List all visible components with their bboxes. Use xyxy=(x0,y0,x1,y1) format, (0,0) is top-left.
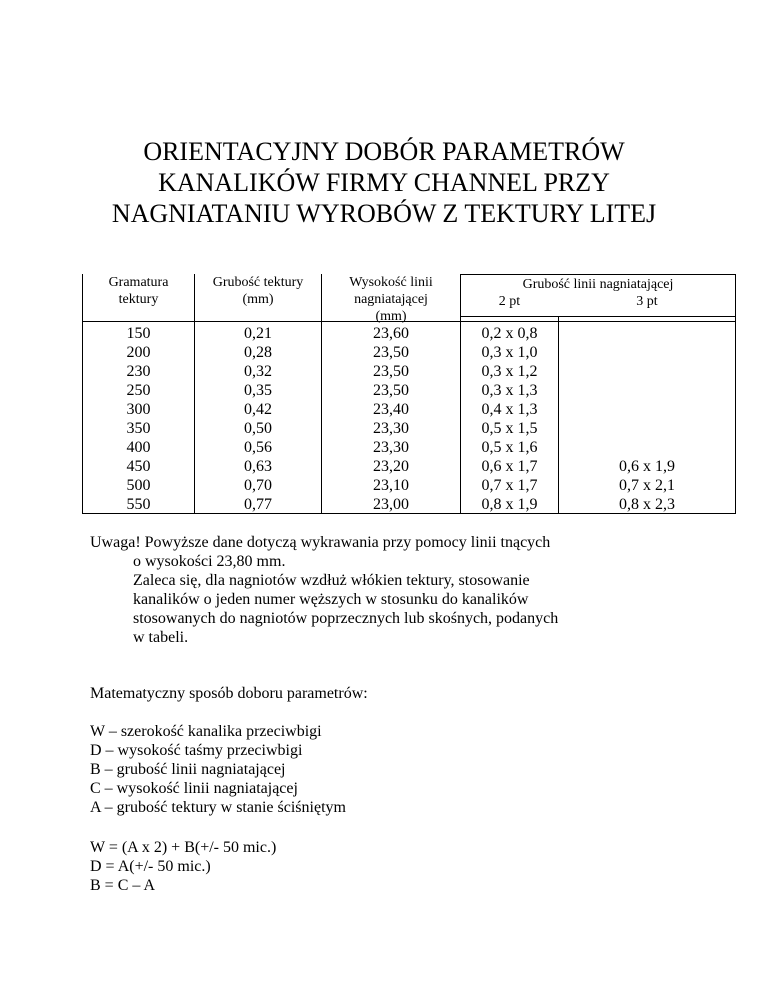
cell: 0,8 x 1,9 xyxy=(481,496,538,513)
header-gramatura: Gramatura tektury xyxy=(108,275,169,307)
cell: 0,56 xyxy=(244,439,272,456)
cell: 0,3 x 1,2 xyxy=(481,363,538,380)
cell: 0,5 x 1,5 xyxy=(481,420,538,437)
definitions-list xyxy=(90,722,346,817)
cell: 0,6 x 1,7 xyxy=(481,458,538,475)
cell: 0,42 xyxy=(244,401,272,418)
cell: 250 xyxy=(126,382,151,399)
note-line: kanalików o jeden numer węższych w stosunku do kanalików xyxy=(133,591,529,608)
formula-item: B = C – A xyxy=(90,877,156,894)
cell: 0,8 x 2,3 xyxy=(619,496,675,513)
cell: 23,50 xyxy=(373,363,409,380)
cell: 0,35 xyxy=(244,382,272,399)
cell: 0,63 xyxy=(244,458,272,475)
column-3pt xyxy=(559,457,735,514)
cell: 0,21 xyxy=(244,325,272,342)
note-line: w tabeli. xyxy=(133,629,189,646)
cell: 550 xyxy=(126,496,151,513)
note-line: stosowanych do nagniotów poprzecznych lub skośnych, podanych xyxy=(133,610,559,627)
column-gramatura xyxy=(82,324,195,514)
title-line-1: ORIENTACYJNY DOBÓR PARAMETRÓW xyxy=(143,137,625,166)
cell: 0,7 x 2,1 xyxy=(619,477,675,494)
cell: 0,32 xyxy=(244,363,272,380)
cell: 200 xyxy=(126,344,151,361)
column-2pt xyxy=(461,324,558,514)
cell: 150 xyxy=(126,325,151,342)
cell: 0,28 xyxy=(244,344,272,361)
method-section xyxy=(90,684,368,703)
cell: 23,50 xyxy=(373,382,409,399)
cell: 450 xyxy=(126,458,151,475)
header-group-bottom-border xyxy=(461,316,735,317)
cell: 23,20 xyxy=(373,458,409,475)
header-group-top-border xyxy=(461,274,735,275)
cell: 23,60 xyxy=(373,325,409,342)
definition-item: A – grubość tektury w stanie ściśniętym xyxy=(90,799,346,816)
cell: 0,70 xyxy=(244,477,272,494)
cell: 230 xyxy=(126,363,151,380)
cell: 500 xyxy=(126,477,151,494)
cell: 0,6 x 1,9 xyxy=(619,458,675,475)
cell: 0,5 x 1,6 xyxy=(481,439,538,456)
header-3pt: 3 pt xyxy=(636,294,658,309)
header-wysokosc: Wysokość linii nagniatającej (mm) xyxy=(349,275,433,324)
cell: 0,50 xyxy=(244,420,272,437)
cell: 0,3 x 1,3 xyxy=(481,382,538,399)
cell: 350 xyxy=(126,420,151,437)
title-line-3: NAGNIATANIU WYROBÓW Z TEKTURY LITEJ xyxy=(111,199,657,228)
column-wysokosc xyxy=(322,324,460,514)
column-grubosc xyxy=(195,324,321,514)
document-title xyxy=(0,136,768,229)
cell: 23,30 xyxy=(373,420,409,437)
note-line: Uwaga! Powyższe dane dotyczą wykrawania przy pomocy linii tnących xyxy=(90,534,551,551)
cell: 0,2 x 0,8 xyxy=(481,325,538,342)
cell: 0,77 xyxy=(244,496,272,513)
note-paragraph xyxy=(90,533,558,647)
formula-item: W = (A x 2) + B(+/- 50 mic.) xyxy=(90,839,277,856)
cell: 23,00 xyxy=(373,496,409,513)
cell: 300 xyxy=(126,401,151,418)
definition-item: W – szerokość kanalika przeciwbigi xyxy=(90,723,322,740)
cell: 0,3 x 1,0 xyxy=(481,344,538,361)
header-linia-group: Grubość linii nagniatającej xyxy=(522,277,674,292)
cell: 0,7 x 1,7 xyxy=(481,477,538,494)
title-line-2: KANALIKÓW FIRMY CHANNEL PRZY xyxy=(158,168,610,197)
definition-item: D – wysokość taśmy przeciwbigi xyxy=(90,742,303,759)
header-grubosc: Grubość tektury (mm) xyxy=(212,275,304,307)
cell: 400 xyxy=(126,439,151,456)
cell: 0,4 x 1,3 xyxy=(481,401,538,418)
formula-item: D = A(+/- 50 mic.) xyxy=(90,858,211,875)
cell: 23,30 xyxy=(373,439,409,456)
note-line: o wysokości 23,80 mm. xyxy=(133,553,286,570)
definition-item: C – wysokość linii nagniatającej xyxy=(90,780,298,797)
col-divider-6 xyxy=(735,274,736,514)
definition-item: B – grubość linii nagniatającej xyxy=(90,761,286,778)
formulas-list xyxy=(90,838,276,895)
note-line: Zaleca się, dla nagniotów wzdłuż włókien tektury, stosowanie xyxy=(133,572,530,589)
header-2pt: 2 pt xyxy=(498,294,521,309)
cell: 23,50 xyxy=(373,344,409,361)
cell: 23,40 xyxy=(373,401,409,418)
method-title: Matematyczny sposób doboru parametrów: xyxy=(90,685,368,702)
cell: 23,10 xyxy=(373,477,409,494)
